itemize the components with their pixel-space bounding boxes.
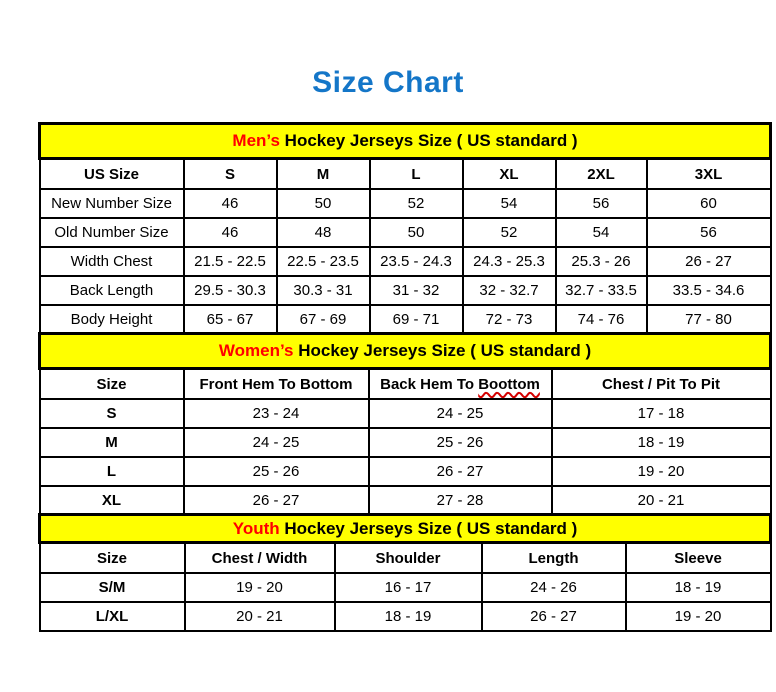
- size-chart-container: [38, 122, 769, 632]
- value-cell: 65 - 67: [184, 305, 277, 334]
- column-header: M: [277, 159, 370, 190]
- womens-table-body: [40, 399, 771, 515]
- value-cell: 32 - 32.7: [463, 276, 556, 305]
- column-header: Front Hem To Bottom: [184, 369, 369, 400]
- value-cell: 24.3 - 25.3: [463, 247, 556, 276]
- column-header: Chest / Pit To Pit: [552, 369, 771, 400]
- value-cell: 46: [184, 218, 277, 247]
- value-cell: 26 - 27: [184, 486, 369, 515]
- value-cell: 25.3 - 26: [556, 247, 647, 276]
- youth-title-rest: Hockey Jerseys Size ( US standard ): [279, 518, 578, 538]
- back-hem-label-prefix: Back Hem To: [380, 375, 479, 393]
- row-label-cell: L: [40, 457, 184, 486]
- mens-table-title: [40, 124, 771, 159]
- value-cell: 18 - 19: [626, 573, 771, 602]
- value-cell: 20 - 21: [552, 486, 771, 515]
- table-row: [40, 428, 771, 457]
- womens-size-table: [38, 332, 772, 516]
- youth-header-row: [40, 543, 771, 574]
- value-cell: 20 - 21: [185, 602, 335, 631]
- column-header: 2XL: [556, 159, 647, 190]
- value-cell: 56: [556, 189, 647, 218]
- value-cell: 17 - 18: [552, 399, 771, 428]
- value-cell: 31 - 32: [370, 276, 463, 305]
- misspelled-word-squiggle: Boottom: [478, 375, 540, 393]
- value-cell: 52: [463, 218, 556, 247]
- womens-header-row: [40, 369, 771, 400]
- column-header: XL: [463, 159, 556, 190]
- row-label-cell: New Number Size: [40, 189, 184, 218]
- value-cell: 56: [647, 218, 771, 247]
- column-header: Sleeve: [626, 543, 771, 574]
- mens-table-body: [40, 189, 771, 334]
- value-cell: 26 - 27: [369, 457, 552, 486]
- value-cell: 25 - 26: [184, 457, 369, 486]
- mens-header-row: [40, 159, 771, 190]
- table-row: [40, 602, 771, 631]
- column-header: US Size: [40, 159, 184, 190]
- value-cell: 21.5 - 22.5: [184, 247, 277, 276]
- mens-table-title-band: [40, 124, 771, 159]
- value-cell: 24 - 26: [482, 573, 626, 602]
- table-row: [40, 399, 771, 428]
- table-row: [40, 486, 771, 515]
- row-label-cell: XL: [40, 486, 184, 515]
- value-cell: 25 - 26: [369, 428, 552, 457]
- row-label-cell: S/M: [40, 573, 185, 602]
- table-row: [40, 247, 771, 276]
- value-cell: 77 - 80: [647, 305, 771, 334]
- value-cell: 23.5 - 24.3: [370, 247, 463, 276]
- value-cell: 46: [184, 189, 277, 218]
- value-cell: 30.3 - 31: [277, 276, 370, 305]
- youth-table-title: [40, 515, 771, 543]
- value-cell: 33.5 - 34.6: [647, 276, 771, 305]
- value-cell: 18 - 19: [552, 428, 771, 457]
- table-row: [40, 189, 771, 218]
- column-header: Chest / Width: [185, 543, 335, 574]
- value-cell: 67 - 69: [277, 305, 370, 334]
- youth-title-red-word: Youth: [232, 518, 280, 538]
- youth-table-title-band: [40, 515, 771, 543]
- womens-title-red-word: Women’s: [218, 341, 294, 360]
- table-row: [40, 457, 771, 486]
- mens-title-red-word: Men’s: [232, 131, 280, 150]
- youth-table-body: [40, 573, 771, 631]
- table-row: [40, 276, 771, 305]
- row-label-cell: Back Length: [40, 276, 184, 305]
- value-cell: 50: [277, 189, 370, 218]
- youth-size-table: [38, 513, 772, 632]
- value-cell: 32.7 - 33.5: [556, 276, 647, 305]
- mens-title-rest: Hockey Jerseys Size ( US standard ): [279, 131, 578, 150]
- row-label-cell: Old Number Size: [40, 218, 184, 247]
- mens-size-table: [38, 122, 772, 335]
- value-cell: 54: [463, 189, 556, 218]
- value-cell: 26 - 27: [482, 602, 626, 631]
- value-cell: 18 - 19: [335, 602, 482, 631]
- value-cell: 29.5 - 30.3: [184, 276, 277, 305]
- womens-table-title-band: [40, 334, 771, 369]
- page-title: Size Chart: [312, 66, 464, 99]
- value-cell: 69 - 71: [370, 305, 463, 334]
- column-header: Length: [482, 543, 626, 574]
- column-header: S: [184, 159, 277, 190]
- womens-title-rest: Hockey Jerseys Size ( US standard ): [293, 341, 592, 360]
- value-cell: 23 - 24: [184, 399, 369, 428]
- column-header: 3XL: [647, 159, 771, 190]
- value-cell: 27 - 28: [369, 486, 552, 515]
- table-row: [40, 305, 771, 334]
- value-cell: 50: [370, 218, 463, 247]
- column-header: Shoulder: [335, 543, 482, 574]
- row-label-cell: M: [40, 428, 184, 457]
- column-header: L: [370, 159, 463, 190]
- row-label-cell: Body Height: [40, 305, 184, 334]
- value-cell: 16 - 17: [335, 573, 482, 602]
- column-header: [369, 369, 552, 400]
- table-row: [40, 573, 771, 602]
- row-label-cell: Width Chest: [40, 247, 184, 276]
- value-cell: 48: [277, 218, 370, 247]
- value-cell: 22.5 - 23.5: [277, 247, 370, 276]
- value-cell: 52: [370, 189, 463, 218]
- table-row: [40, 218, 771, 247]
- value-cell: 24 - 25: [184, 428, 369, 457]
- column-header: Size: [40, 543, 185, 574]
- value-cell: 54: [556, 218, 647, 247]
- value-cell: 24 - 25: [369, 399, 552, 428]
- womens-table-title: [40, 334, 771, 369]
- value-cell: 19 - 20: [552, 457, 771, 486]
- row-label-cell: S: [40, 399, 184, 428]
- value-cell: 26 - 27: [647, 247, 771, 276]
- row-label-cell: L/XL: [40, 602, 185, 631]
- value-cell: 19 - 20: [626, 602, 771, 631]
- column-header: Size: [40, 369, 184, 400]
- value-cell: 74 - 76: [556, 305, 647, 334]
- value-cell: 19 - 20: [185, 573, 335, 602]
- value-cell: 60: [647, 189, 771, 218]
- value-cell: 72 - 73: [463, 305, 556, 334]
